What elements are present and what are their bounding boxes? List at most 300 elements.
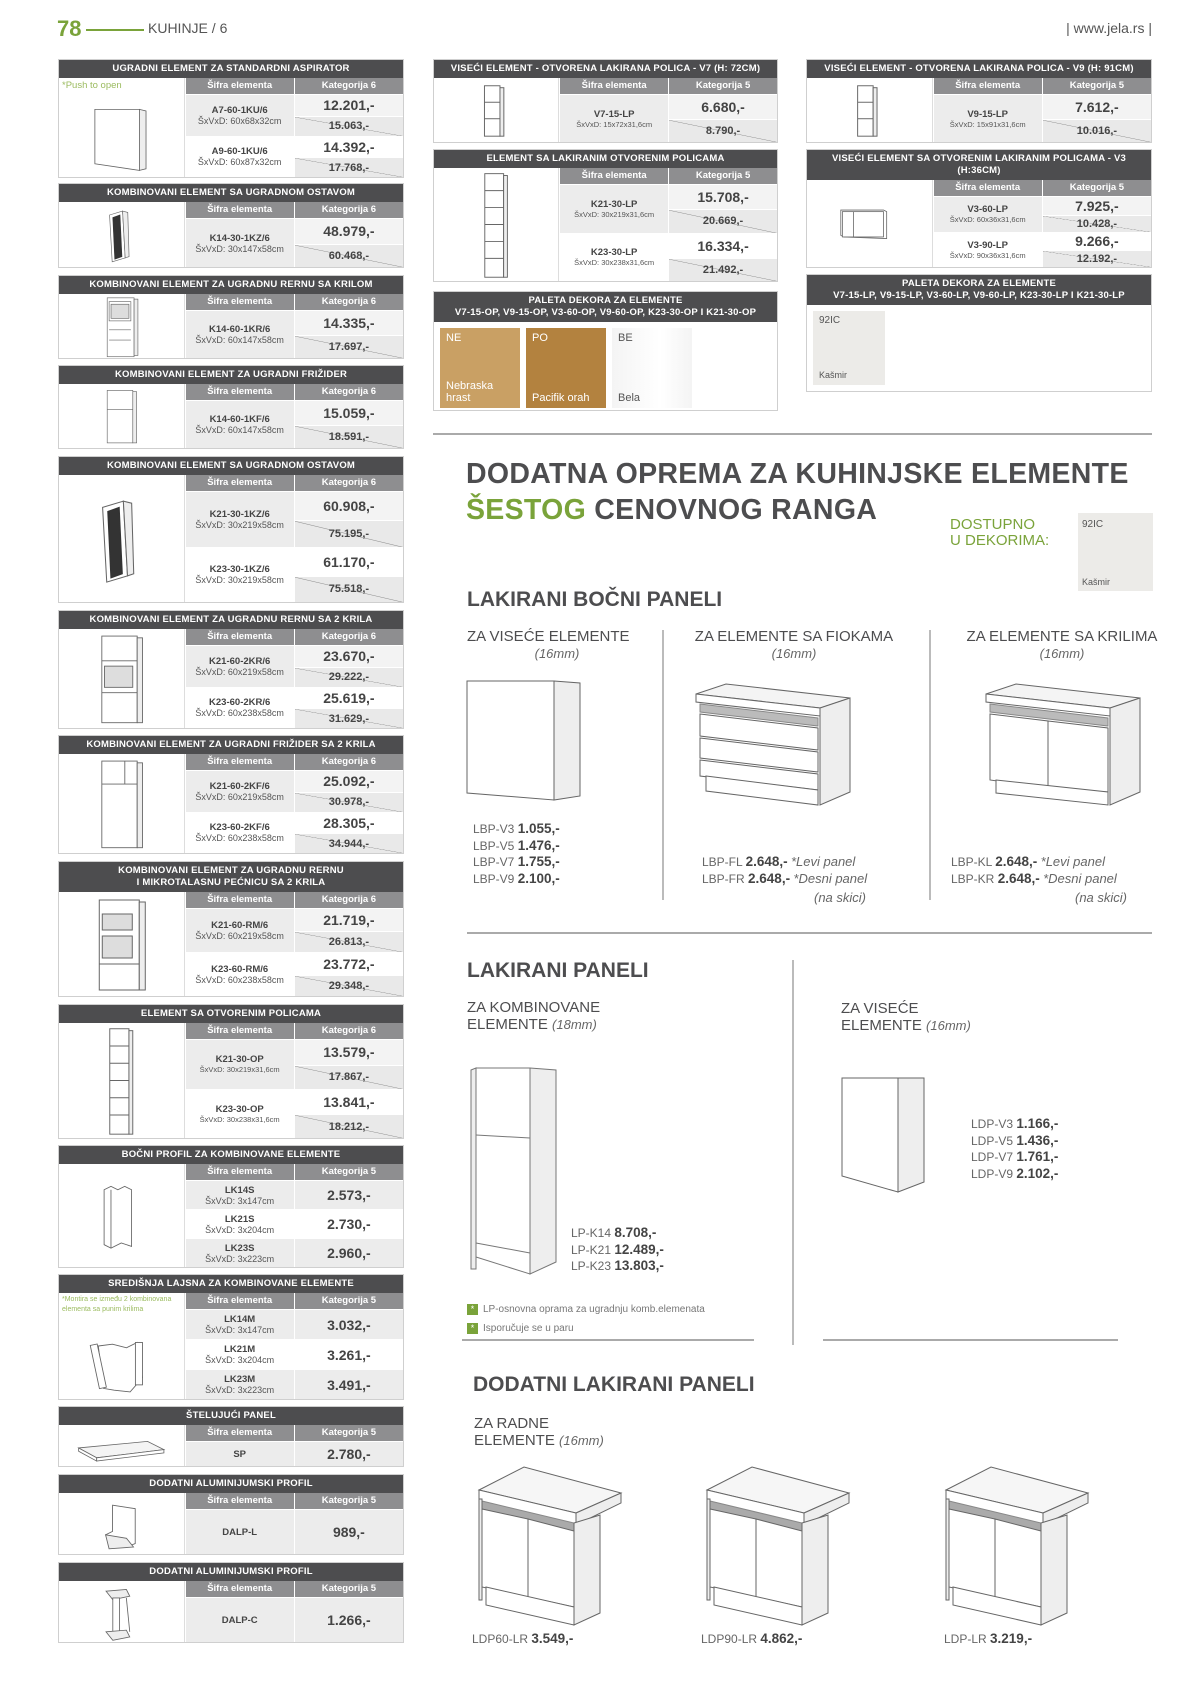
column-header-category: Kategorija 5 — [668, 168, 777, 184]
price-table — [185, 1023, 403, 1138]
box-title: ŠTELUJUĆI PANEL — [59, 1407, 403, 1425]
box-title: KOMBINOVANI ELEMENT SA UGRADNOM OSTAVOM — [59, 184, 403, 202]
table-row[interactable] — [185, 1039, 403, 1089]
group-heading: ZA ELEMENTE SA FIOKAMA — [694, 628, 894, 645]
box-body — [59, 1164, 403, 1267]
table-row[interactable] — [185, 1180, 403, 1209]
star-icon: * — [467, 1304, 478, 1315]
narrow-drawing — [434, 78, 558, 142]
product-code-cell — [185, 219, 294, 267]
price-line: LDP-V5 1.436,- — [971, 1132, 1059, 1148]
oven2-drawing — [59, 629, 184, 728]
product-dimensions: ŠxVxD: 3x147cm — [205, 1325, 275, 1335]
swatch-row — [807, 305, 1151, 391]
price-line: LBP-FR 2.648,- *Desni panel — [702, 870, 868, 886]
box-body — [807, 180, 1151, 267]
product-code: LK23M — [224, 1374, 256, 1385]
price-line: LBP-V9 2.100,- — [473, 870, 560, 886]
price-line: LBP-V7 1.755,- — [473, 854, 560, 869]
price-cell — [294, 548, 403, 603]
current-price: 15.059,- — [295, 401, 403, 425]
table-row[interactable] — [185, 1209, 403, 1238]
column-header-code: Šifra elementa — [185, 892, 294, 908]
product-dimensions: ŠxVxD: 30x219x58cm — [195, 575, 284, 586]
column-header-code: Šifra elementa — [559, 78, 668, 94]
column-header-code: Šifra elementa — [185, 629, 294, 645]
product-box — [58, 1274, 404, 1400]
product-dimensions: ŠxVxD: 30x219x31,6cm — [199, 1065, 280, 1075]
product-code-cell — [185, 95, 294, 136]
product-dimensions: ŠxVxD: 60x87x32cm — [197, 157, 282, 168]
current-price: 2.960,- — [295, 1239, 403, 1267]
door-side-panel-drawing — [980, 680, 1160, 810]
shelves-drawing — [434, 168, 558, 281]
table-row[interactable] — [559, 233, 777, 282]
product-code-cell — [185, 1181, 294, 1209]
plate-drawing — [59, 1425, 184, 1466]
old-price: 17.697,- — [295, 335, 403, 358]
current-price: 23.772,- — [295, 953, 403, 975]
column-headers — [185, 1293, 403, 1309]
price-line: LP-K23 13.803,- — [571, 1258, 664, 1273]
table-row[interactable] — [185, 908, 403, 952]
product-dimensions: ŠxVxD: 15x72x31,6cm — [576, 119, 653, 129]
column-header-category: Kategorija 6 — [294, 384, 403, 400]
product-code: A9-60-1KU/6 — [211, 146, 268, 158]
decor-swatch[interactable] — [526, 328, 606, 408]
decor-name: Nebraska hrast — [446, 380, 494, 404]
box-title: UGRADNI ELEMENT ZA STANDARDNI ASPIRATOR — [59, 60, 403, 78]
product-dimensions: ŠxVxD: 30x238x31,6cm — [199, 1114, 280, 1124]
combined-heading: ZA KOMBINOVANE ELEMENTE (18mm) — [467, 999, 601, 1033]
product-code: K21-30-LP — [590, 198, 638, 210]
decor-swatch[interactable] — [612, 328, 692, 408]
product-code: LK23S — [224, 1242, 255, 1254]
divider — [929, 630, 931, 900]
column-header-category: Kategorija 6 — [294, 78, 403, 94]
product-code-cell — [185, 1210, 294, 1238]
old-price: 30.978,- — [295, 792, 403, 812]
thickness: (16mm) — [534, 646, 580, 661]
current-price: 25.619,- — [295, 688, 403, 709]
price-table — [185, 78, 403, 177]
current-price: 60.908,- — [295, 492, 403, 520]
product-code: K23-60-2KF/6 — [209, 822, 270, 834]
website-link[interactable]: | www.jela.rs | — [1066, 20, 1152, 36]
column-header-code: Šifra elementa — [185, 202, 294, 218]
product-dimensions: ŠxVxD: 3x223cm — [205, 1385, 275, 1395]
product-code-cell — [185, 1340, 294, 1369]
old-price: 18.212,- — [295, 1114, 403, 1138]
box-body — [59, 1023, 403, 1138]
table-row[interactable] — [559, 184, 777, 233]
product-code: DALP-C — [221, 1614, 258, 1626]
price-cell — [294, 95, 403, 136]
thickness: (16mm) — [771, 646, 817, 661]
product-code: K14-60-1KR/6 — [209, 324, 271, 335]
decor-code: PO — [532, 332, 548, 344]
divider — [462, 1339, 754, 1341]
price-line: LP-K14 8.708,- — [571, 1225, 657, 1240]
price-cell — [294, 909, 403, 952]
decor-code: NE — [446, 332, 462, 344]
box-title: KOMBINOVANI ELEMENT ZA UGRADNI FRIŽIDER — [59, 366, 403, 384]
drawer-side-prices — [702, 854, 867, 907]
price-cell — [294, 1310, 403, 1339]
product-code: K21-30-1KZ/6 — [209, 508, 270, 520]
column-header-category: Kategorija 6 — [294, 202, 403, 218]
box-body — [434, 78, 777, 142]
table-row[interactable] — [185, 687, 403, 729]
column-headers — [185, 384, 403, 400]
price-cell — [294, 771, 403, 812]
table-row[interactable] — [185, 1238, 403, 1267]
decor-palette — [806, 274, 1152, 392]
wall-heading: ZA VISEĆE ELEMENTE (16mm) — [841, 1000, 971, 1034]
box-body — [59, 384, 403, 448]
table-row[interactable] — [185, 952, 403, 996]
price-cell — [294, 1210, 403, 1238]
table-row[interactable] — [933, 196, 1151, 232]
table-row[interactable] — [185, 1509, 403, 1554]
product-code-cell — [185, 401, 294, 448]
product-dimensions: ŠxVxD: 60x68x32cm — [197, 115, 282, 126]
divider — [662, 630, 664, 900]
product-code-cell — [185, 1442, 294, 1466]
table-row[interactable] — [185, 1369, 403, 1399]
table-row[interactable] — [185, 645, 403, 687]
table-row[interactable] — [185, 547, 403, 603]
box-title: SREDIŠNJA LAJSNA ZA KOMBINOVANE ELEMENTE — [59, 1275, 403, 1293]
price-cell — [294, 1239, 403, 1267]
table-row[interactable] — [185, 812, 403, 854]
table-row[interactable] — [185, 1597, 403, 1642]
current-price: 13.579,- — [295, 1040, 403, 1065]
product-code-cell — [933, 233, 1042, 268]
price-table — [185, 1425, 403, 1466]
product-box — [58, 1406, 404, 1467]
price-table — [559, 78, 777, 142]
product-image — [59, 892, 185, 996]
product-code: K23-30-LP — [590, 247, 638, 259]
product-dimensions: ŠxVxD: 90x36x31,6cm — [949, 250, 1026, 260]
divider — [823, 1339, 1118, 1341]
decor-palette — [433, 291, 778, 411]
table-row[interactable] — [185, 491, 403, 547]
product-image — [59, 294, 185, 358]
price-cell — [1042, 95, 1151, 142]
decor-swatch[interactable] — [1078, 513, 1153, 591]
column-header-category: Kategorija 5 — [1042, 180, 1151, 196]
work-element-panel-drawing — [943, 1465, 1093, 1630]
product-image — [434, 78, 559, 142]
old-price: 20.669,- — [669, 209, 777, 232]
product-image — [59, 384, 185, 448]
product-code-cell — [185, 1090, 294, 1139]
column-header-category: Kategorija 6 — [294, 475, 403, 491]
price-line: LDP-V7 1.761,- — [971, 1149, 1059, 1164]
product-box — [58, 275, 404, 359]
combined-prices — [571, 1225, 664, 1275]
table-row[interactable] — [185, 136, 403, 178]
product-code-cell — [185, 1239, 294, 1267]
table-row[interactable] — [185, 1089, 403, 1139]
price-cell — [668, 234, 777, 282]
page-number: 78 — [57, 16, 82, 41]
column-headers — [933, 78, 1151, 94]
product-image — [59, 1493, 185, 1554]
product-dimensions: ŠxVxD: 30x219x31,6cm — [574, 209, 655, 219]
table-row[interactable] — [185, 1309, 403, 1339]
side-panels-title: LAKIRANI BOČNI PANELI — [467, 588, 723, 611]
product-dimensions: ŠxVxD: 60x219x58cm — [195, 931, 284, 941]
box-title: KOMBINOVANI ELEMENT ZA UGRADNU RERNU I MIKROTALASNU PEĆNICU SA 2 KRILA — [59, 862, 403, 892]
current-price: 21.719,- — [295, 909, 403, 931]
price-table — [185, 892, 403, 996]
column-headers — [185, 202, 403, 218]
current-price: 2.730,- — [295, 1210, 403, 1238]
product-dimensions: ŠxVxD: 3x204cm — [205, 1355, 275, 1365]
price-cell — [294, 1340, 403, 1369]
product-code: LK14S — [224, 1184, 255, 1196]
column-headers — [185, 1493, 403, 1509]
box-title: KOMBINOVANI ELEMENT ZA UGRADNU RERNU SA 2 KRILA — [59, 611, 403, 629]
product-code: K23-60-2KR/6 — [209, 697, 271, 709]
box-body — [59, 629, 403, 728]
table-row[interactable] — [185, 1441, 403, 1466]
hood-drawing — [59, 78, 184, 177]
product-image — [59, 78, 185, 177]
table-row[interactable] — [185, 770, 403, 812]
old-price: 29.348,- — [295, 975, 403, 996]
current-price: 7.612,- — [1043, 95, 1151, 119]
work-element-panel-drawing — [476, 1465, 626, 1630]
product-code: A7-60-1KU/6 — [211, 104, 268, 116]
column-header-code: Šifra elementa — [185, 1293, 294, 1309]
column-header-code: Šifra elementa — [185, 78, 294, 94]
group-wall — [467, 628, 647, 662]
old-price: 15.063,- — [295, 116, 403, 136]
product-box — [58, 456, 404, 603]
current-price: 23.670,- — [295, 646, 403, 667]
group-heading: ZA ELEMENTE SA KRILIMA — [966, 628, 1158, 645]
column-header-category: Kategorija 5 — [294, 1493, 403, 1509]
product-code: SP — [233, 1448, 246, 1460]
product-dimensions: ŠxVxD: 60x36x31,6cm — [949, 215, 1026, 225]
price-cell — [294, 953, 403, 996]
current-price: 15.708,- — [669, 185, 777, 209]
box-body — [807, 78, 1151, 142]
product-image — [59, 1164, 185, 1267]
product-box — [58, 365, 404, 449]
column-headers — [185, 754, 403, 770]
available-decors-label: DOSTUPNO U DEKORIMA: — [950, 516, 1050, 549]
column-header-category: Kategorija 5 — [1042, 78, 1151, 94]
price-table — [933, 78, 1151, 142]
product-box — [58, 1474, 404, 1555]
price-table — [185, 1493, 403, 1554]
fridge2-drawing — [59, 754, 184, 853]
column-header-category: Kategorija 6 — [294, 1023, 403, 1039]
price-cell — [294, 492, 403, 547]
product-code: V3-90-LP — [967, 239, 1008, 251]
table-row[interactable] — [933, 232, 1151, 268]
box-title: ELEMENT SA OTVORENIM POLICAMA — [59, 1005, 403, 1023]
product-image — [59, 754, 185, 853]
table-row[interactable] — [933, 94, 1151, 142]
product-box — [58, 861, 404, 997]
old-price: 26.813,- — [295, 931, 403, 952]
price-cell — [1042, 197, 1151, 232]
column-headers — [185, 629, 403, 645]
product-image — [807, 180, 933, 267]
decor-name: Kašmir — [1082, 577, 1111, 587]
box-title: VISEĆI ELEMENT - OTVORENA LAKIRANA POLICA - V9 (H: 91CM) — [807, 60, 1151, 78]
price-table — [185, 629, 403, 728]
product-code: K14-30-1KZ/6 — [209, 232, 270, 244]
product-code-cell — [185, 771, 294, 812]
price-line: LBP-V5 1.476,- — [473, 837, 560, 853]
table-row[interactable] — [559, 94, 777, 142]
table-row[interactable] — [185, 1339, 403, 1369]
product-code-cell — [559, 185, 668, 233]
header-rule — [86, 29, 144, 31]
panels-title: LAKIRANI PANELI — [467, 959, 649, 982]
price-line: LBP-KL 2.648,- *Levi panel — [951, 854, 1105, 869]
price-cell — [668, 95, 777, 142]
column-headers — [933, 180, 1151, 196]
column-header-category: Kategorija 5 — [668, 78, 777, 94]
current-price: 3.032,- — [295, 1310, 403, 1339]
product-code-cell — [185, 688, 294, 729]
product-code-cell — [185, 909, 294, 952]
product-dimensions: ŠxVxD: 60x147x58cm — [195, 425, 284, 435]
product-dimensions: ŠxVxD: 15x91x31,6cm — [949, 119, 1026, 129]
product-code-cell — [185, 646, 294, 687]
decor-swatch[interactable] — [440, 328, 520, 408]
box-body — [59, 1581, 403, 1642]
product-code: K23-30-OP — [215, 1103, 264, 1115]
product-code: DALP-L — [222, 1526, 258, 1538]
decor-swatch[interactable] — [813, 311, 885, 385]
product-code: K23-60-RM/6 — [211, 964, 269, 975]
box-title: DODATNI ALUMINIJUMSKI PROFIL — [59, 1475, 403, 1493]
price-table — [185, 1581, 403, 1642]
current-price: 2.573,- — [295, 1181, 403, 1209]
wall-side-panel-drawing — [462, 675, 592, 810]
column-headers — [185, 294, 403, 310]
price-table — [185, 1293, 403, 1399]
product-image — [59, 629, 185, 728]
product-code: LK21S — [224, 1213, 255, 1225]
fridge-drawing — [59, 384, 184, 448]
title-rest: CENOVNOG RANGA — [586, 494, 878, 526]
table-row[interactable] — [185, 310, 403, 358]
price-cell — [294, 1090, 403, 1139]
old-price: 12.192,- — [1043, 250, 1151, 267]
current-price: 7.925,- — [1043, 197, 1151, 215]
product-dimensions: ŠxVxD: 60x147x58cm — [195, 335, 284, 345]
product-image — [807, 78, 933, 142]
product-code: LK14M — [224, 1314, 256, 1325]
product-code-cell — [185, 311, 294, 358]
product-code-cell — [933, 197, 1042, 232]
price-cell — [1042, 233, 1151, 268]
price-line: LBP-KR 2.648,- *Desni panel — [951, 870, 1117, 886]
price-cell — [294, 137, 403, 178]
current-price: 28.305,- — [295, 813, 403, 834]
narrow-drawing — [807, 78, 932, 142]
product-box — [58, 183, 404, 268]
price-table — [185, 1164, 403, 1267]
box-title: BOČNI PROFIL ZA KOMBINOVANE ELEMENTE — [59, 1146, 403, 1164]
product-box — [433, 149, 778, 282]
table-row[interactable] — [185, 400, 403, 448]
table-row[interactable] — [185, 94, 403, 136]
product-dimensions: ŠxVxD: 60x238x58cm — [195, 833, 284, 844]
price-line: LDP-V9 2.102,- — [971, 1165, 1059, 1181]
product-dimensions: ŠxVxD: 3x223cm — [205, 1253, 275, 1264]
price-cell — [294, 1040, 403, 1089]
price-cell — [294, 1370, 403, 1399]
box-body — [434, 168, 777, 281]
page-title: DODATNA OPREMA ZA KUHINJSKE ELEMENTE — [466, 458, 1129, 490]
price-line: LBP-V3 1.055,- — [473, 821, 560, 836]
column-headers — [185, 78, 403, 94]
current-price: 25.092,- — [295, 771, 403, 792]
product-image — [59, 475, 185, 602]
price-line: LDP-V3 1.166,- — [971, 1116, 1059, 1131]
box-title: ELEMENT SA LAKIRANIM OTVORENIM POLICAMA — [434, 150, 777, 168]
current-price: 2.780,- — [295, 1442, 403, 1466]
page-subtitle — [466, 494, 877, 527]
price-line: LBP-FL 2.648,- *Levi panel — [702, 854, 856, 869]
column-header-code: Šifra elementa — [185, 754, 294, 770]
swatch-row — [434, 322, 777, 410]
column-header-code: Šifra elementa — [185, 1023, 294, 1039]
column-header-code: Šifra elementa — [559, 168, 668, 184]
table-row[interactable] — [185, 218, 403, 267]
extra-panels-title: DODATNI LAKIRANI PANELI — [473, 1373, 755, 1396]
product-code-cell — [185, 1310, 294, 1339]
decor-name: Bela — [618, 392, 641, 404]
old-price: 21.492,- — [669, 258, 777, 281]
current-price: 13.841,- — [295, 1090, 403, 1115]
box-body — [59, 754, 403, 853]
current-price: 61.170,- — [295, 548, 403, 576]
product-box — [806, 149, 1152, 268]
extra-price: LDP90-LR 4.862,- — [701, 1631, 803, 1646]
footnote: * Isporučuje se u paru — [467, 1323, 574, 1334]
column-header-category: Kategorija 5 — [294, 1164, 403, 1180]
box-title: DODATNI ALUMINIJUMSKI PROFIL — [59, 1563, 403, 1581]
product-image — [59, 1425, 185, 1466]
box-title: PALETA DEKORA ZA ELEMENTE V7-15-OP, V9-15-OP, V3-60-OP, V9-60-OP, K23-30-OP I K21-30-OP — [434, 292, 777, 322]
price-table — [185, 294, 403, 358]
column-header-category: Kategorija 6 — [294, 294, 403, 310]
divider — [792, 960, 794, 1345]
box-body — [59, 294, 403, 358]
micro-drawing — [59, 892, 184, 996]
product-code-cell — [559, 95, 668, 142]
product-dimensions: ŠxVxD: 3x204cm — [205, 1224, 275, 1235]
product-box — [58, 610, 404, 729]
price-cell — [294, 688, 403, 729]
column-header-code: Šifra elementa — [933, 180, 1042, 196]
group-doors — [957, 628, 1167, 662]
product-box — [433, 59, 778, 143]
product-code: V9-15-LP — [967, 108, 1008, 120]
